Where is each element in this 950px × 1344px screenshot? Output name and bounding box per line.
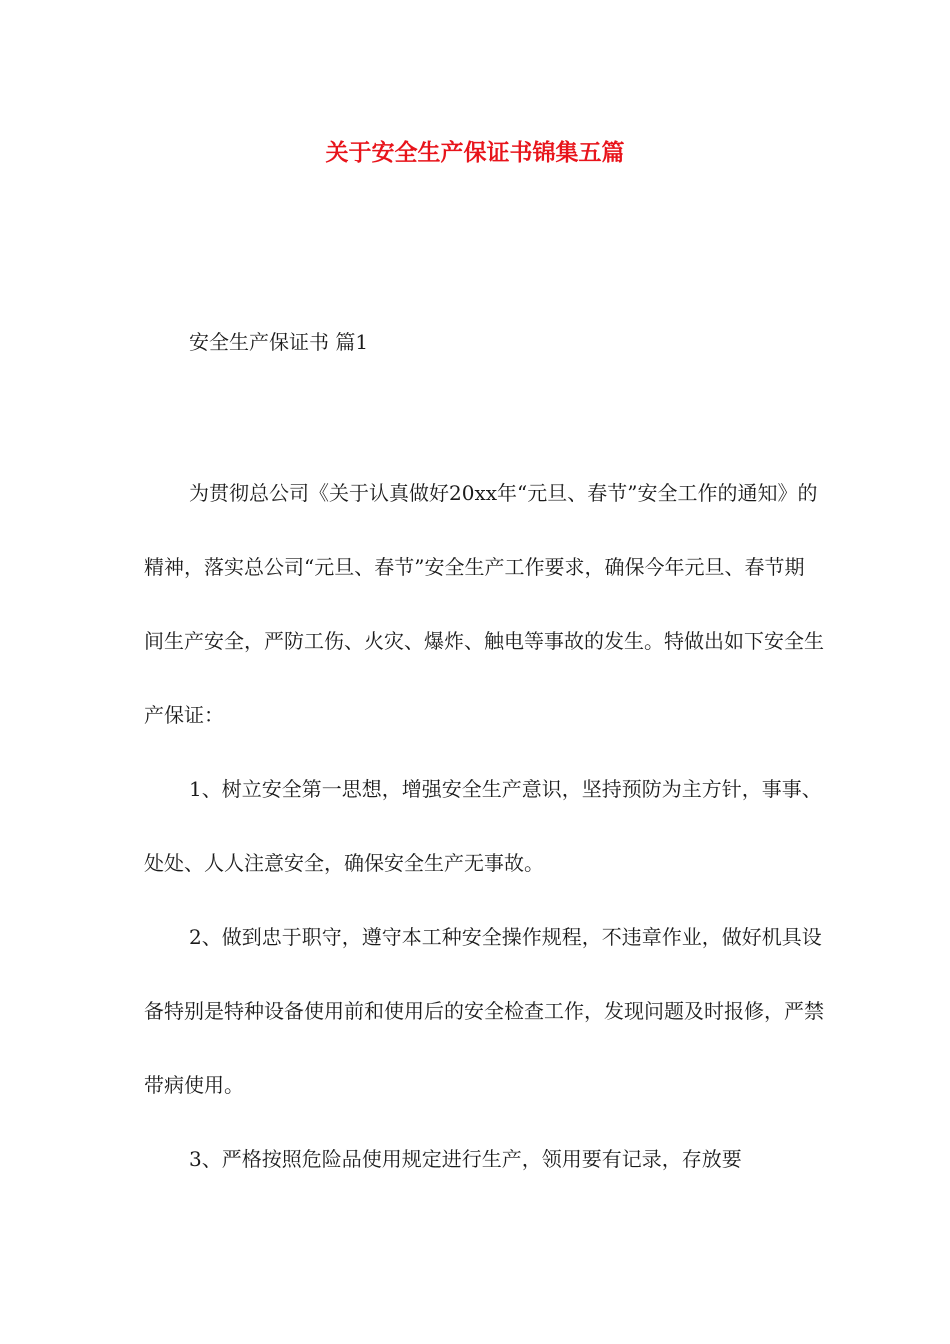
section-heading: 安全生产保证书 篇1: [189, 330, 369, 354]
paragraph-item-1: 1、树立安全第一思想，增强安全生产意识，坚持预防为主方针，事事、处处、人人注意安全，确保安全生产无事故。: [144, 777, 822, 875]
paragraph-item-3: 3、严格按照危险品使用规定进行生产，领用要有记录，存放要: [189, 1147, 742, 1171]
paragraph-intro: 为贯彻总公司《关于认真做好20xx年“元旦、春节”安全工作的通知》的精神，落实总公司“元旦、春节”安全生产工作要求，确保今年元旦、春节期间生产安全，严防工伤、火灾、爆炸、触电等事故的发生。特做出如下安全生产保证：: [144, 481, 824, 727]
document-title: 关于安全生产保证书锦集五篇: [325, 140, 625, 166]
paragraph-item-2: 2、做到忠于职守，遵守本工种安全操作规程，不违章作业，做好机具设备特别是特种设备使用前和使用后的安全检查工作，发现问题及时报修，严禁带病使用。: [144, 925, 824, 1097]
